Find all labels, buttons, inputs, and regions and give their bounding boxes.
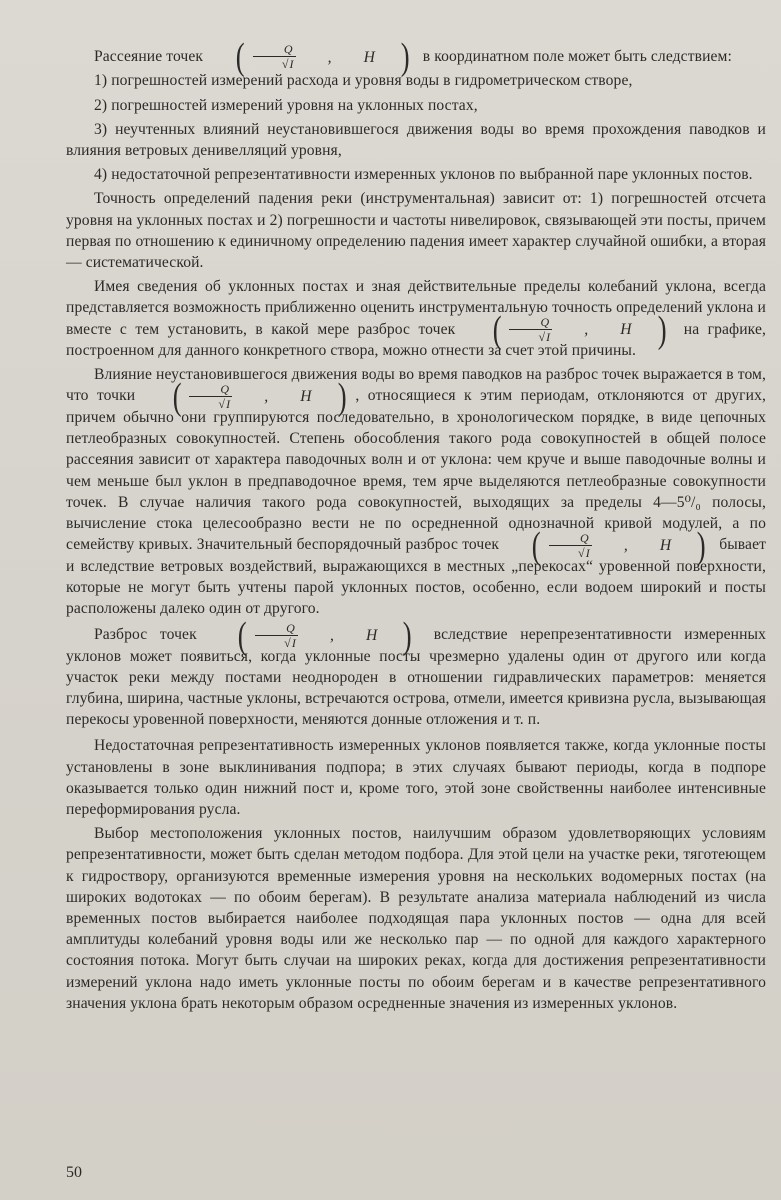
list-item-1: 1) погрешностей измерений расхода и уровня воды в гидрометрическом створе, — [94, 72, 633, 90]
formula-q-sqrt-i-h: ( $\frac{Q}{√I}$ , H ) — [172, 375, 347, 418]
paragraph-unsteady-flow: Влияние неустановившегося движения воды во время паводков на разброс точек выражается в том, что точки ( $\frac{Q}{√I}$ , H ) , относящиеся к этим периодам, отклоняются от других, причем обычно они группируются последовательно, в хронологическом порядке, в виде цепочных петлеобразных совокупностей. Степень обособления такого рода совокупностей в общей полосе рассеяния зависит от характера паводочных волн и от уклона: чем круче и выше паводочные волны и чем меньше был уклон в предпаводочное время, тем ярче выделяются петлеобразные совокупности точек. В случае наличия такого рода совокупностей, выходящих за пределы 4—5⁰/₀ полосы, вычисление стока целесообразно вести не по осредненной однозначной кривой модулей, а по семейству кривых. Значительный беспорядочный разброс точек ( $\frac{Q}{√I}$ , H ) бывает и вследствие ветровых воздействий, выражающихся в местных „перекосах“ уровенной поверхности, которые не могут быть учтены парой уклонных постов, особенно, если водоем широкий и посты расположены далеко один от другого. — [66, 366, 767, 617]
paragraph-backwater: Недостаточная репрезентативность измеренных уклонов появляется также, когда уклонные посты установлены в зоне выклинивания подпора; в этих случаях бывают периоды, когда в подпоре оказывается только один нижний пост и, кроме того, этой зоне свойственны наиболее интенсивные переформирования русла. — [66, 737, 766, 818]
paragraph-slope-posts: Имея сведения об уклонных постах и зная действительные пределы колебаний уклона, всегда представляется возможность приближенно оценить инструментальную точность определений уклона и вместе с тем установить, в какой мере разброс точек ( $\frac{Q}{√I}$ , H ) на графике, построенном для данного конкретного створа, можно отнести за счет этой причины. — [66, 278, 766, 360]
list-item-2: 2) погрешностей измерений уровня на уклонных постах, — [94, 96, 478, 114]
paragraph-post-selection: Выбор местоположения уклонных постов, наилучшим образом удовлетворяющих условиям репрезентативности, может быть сделан методом подбора. Для этой цели на участке реки, тяготеющем к гидроствору, организуются временные измерения уровня на нескольких водомерных постах (на широких водотоках — по обоим берегам). В результате анализа материала наблюдений из числа временных постов выбирается наиболее подходящая пара уклонных постов — одна для всей амплитуды колебаний уровня воды или же несколько пар — по одной для каждого характерного состояния потока. Могут быть случаи на широких реках, когда для достижения репрезентативности измерений уклона надо иметь уклонные посты по обоим берегам и в качестве репрезентативного значения уклона брать некоторым образом осредненные значения из измеренных уклонов. — [66, 825, 766, 1012]
paragraph-intro — [66, 36, 766, 79]
page-text — [66, 36, 767, 1017]
formula-q-sqrt-i-h: ( $\frac{Q}{√I}$ , H ) — [492, 309, 667, 352]
text-span: в координатном поле может быть следствием: — [422, 48, 732, 65]
page-number: 50 — [66, 1164, 82, 1181]
paragraph-representativeness: Разброс точек ( $\frac{Q}{√I}$ , H ) вследствие нерепрезентативности измеренных уклонов может появиться, когда уклонные посты чрезмерно удалены один от другого или когда участок реки между постами неоднороден в отношении гидравлических параметров: меняется глубина, ширина, частные уклоны, встречаются острова, отмели, имеется кривизна русла, вызывающая перекосы уровенной поверхности, меняются донные отложения и т. п. — [66, 614, 767, 729]
text-span: Рассеяние точек — [94, 48, 204, 65]
list-item-4: 4) недостаточной репрезентативности измеренных уклонов по выбранной паре уклонных постов. — [94, 166, 753, 184]
formula-q-sqrt-i-h: ( $\frac{Q}{√I}$ , H ) — [531, 524, 706, 567]
formula-q-sqrt-i-h: ( $\frac{Q}{√I}$ , H ) — [235, 36, 410, 79]
formula-q-sqrt-i-h: ( $\frac{Q}{√I}$ , H ) — [238, 614, 412, 657]
list-item-3: 3) неучтенных влияний неустановившегося движения воды во время прохождения паводков и влияния ветровых денивелляций уровня, — [66, 120, 766, 160]
paragraph-accuracy: Точность определений падения реки (инструментальная) зависит от: 1) погрешностей отсчета уровня на уклонных постах и 2) погрешности и частоты нивелировок, связывающей эти посты, причем первая по отношению к единичному определению падения имеет характер случайной ошибки, а вторая — систематической. — [66, 190, 766, 272]
